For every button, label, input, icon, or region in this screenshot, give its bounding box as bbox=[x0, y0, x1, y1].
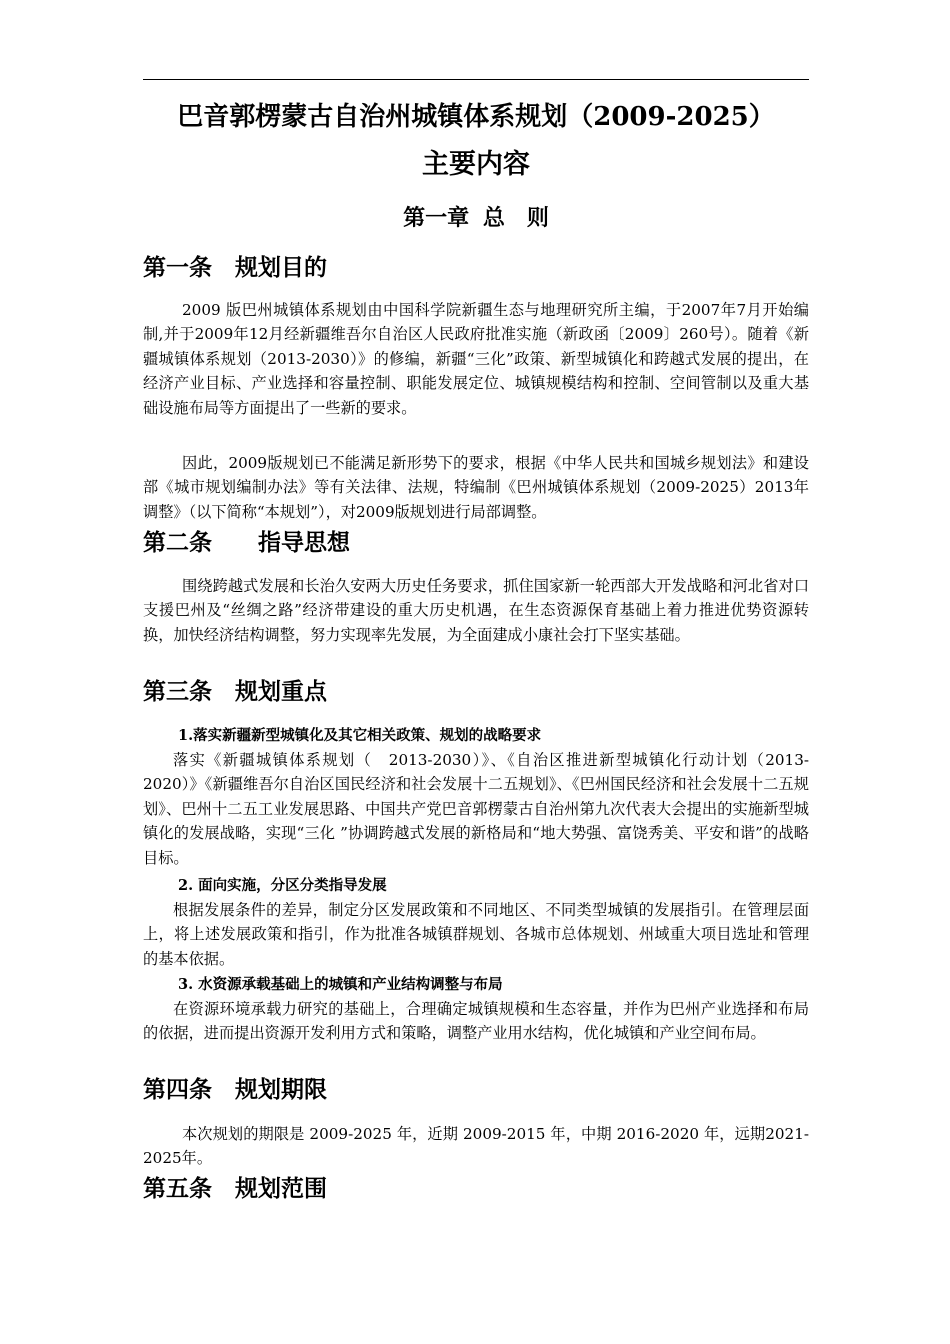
list-item-title: 3. 水资源承载基础上的城镇和产业结构调整与布局 bbox=[178, 976, 503, 993]
document-subtitle: 主要内容 bbox=[422, 149, 530, 180]
list-item-title: 1.落实新疆新型城镇化及其它相关政策、规划的战略要求 bbox=[178, 727, 542, 744]
paragraph: 2009 版巴州城镇体系规划由中国科学院新疆生态与地理研究所主编，于2007年7月开始编制,并于2009年12月经新疆维吾尔自治区人民政府批准实施（新政函〔2009〕260号）。随着《新疆城镇体系规划（2013-2030）》的修编，新疆“三化”政策、新型城镇化和跨越式发展的提出，在经济产业目标、产业选择和容量控制、职能发展定位、城镇规模结构和控制、空间管制以及重大基础设施布局等方面提出了一些新的要求。 bbox=[143, 301, 809, 417]
paragraph: 因此，2009版规划已不能满足新形势下的要求，根据《中华人民共和国城乡规划法》和建设部《城市规划编制办法》等有关法律、法规，特编制《巴州城镇体系规划（2009-2025）2013年调整》（以下简称“本规划”），对2009版规划进行局部调整。 bbox=[143, 454, 809, 521]
list-item-text: 在资源环境承载力研究的基础上，合理确定城镇规模和生态容量，并作为巴州产业选择和布局的依据，进而提出资源开发利用方式和策略，调整产业用水结构，优化城镇和产业空间布局。 bbox=[143, 1000, 809, 1043]
list-item-text: 根据发展条件的差异，制定分区发展政策和不同地区、不同类型城镇的发展指引。在管理层面上，将上述发展政策和指引，作为批准各城镇群规划、各城市总体规划、州域重大项目选址和管理的基本依据。 bbox=[143, 901, 809, 968]
section-heading: 第三条 规划重点 bbox=[143, 678, 327, 705]
section-heading: 第一条 规划目的 bbox=[143, 254, 327, 281]
chapter-heading: 第一章 总 则 bbox=[403, 205, 549, 231]
header-rule bbox=[143, 79, 809, 80]
document-title: 巴音郭楞蒙古自治州城镇体系规划（2009-2025） bbox=[177, 102, 775, 132]
list-item-text: 落实《新疆城镇体系规划（ 2013-2030）》、《自治区推进新型城镇化行动计划（2013-2020）》《新疆维吾尔自治区国民经济和社会发展十二五规划》、《巴州国民经济和社会发展十二五规划》、巴州十二五工业发展思路、中国共产党巴音郭楞蒙古自治州第九次代表大会提出的实施新型城镇化的发展战略，实现“三化 ”协调跨越式发展的新格局和“地大势强、富饶秀美、平安和谐”的战略目标。 bbox=[143, 751, 809, 867]
list-item-title: 2. 面向实施，分区分类指导发展 bbox=[178, 877, 387, 894]
section-heading: 第五条 规划范围 bbox=[143, 1175, 327, 1202]
paragraph: 围绕跨越式发展和长治久安两大历史任务要求，抓住国家新一轮西部大开发战略和河北省对口支援巴州及“丝绸之路”经济带建设的重大历史机遇，在生态资源保育基础上着力推进优势资源转换，加快经济结构调整，努力实现率先发展，为全面建成小康社会打下坚实基础。 bbox=[143, 577, 809, 644]
paragraph: 本次规划的期限是 2009-2025 年，近期 2009-2015 年，中期 2016-2020 年，远期2021-2025年。 bbox=[143, 1125, 809, 1168]
section-heading: 第二条 指导思想 bbox=[143, 529, 350, 556]
section-heading: 第四条 规划期限 bbox=[143, 1076, 327, 1103]
